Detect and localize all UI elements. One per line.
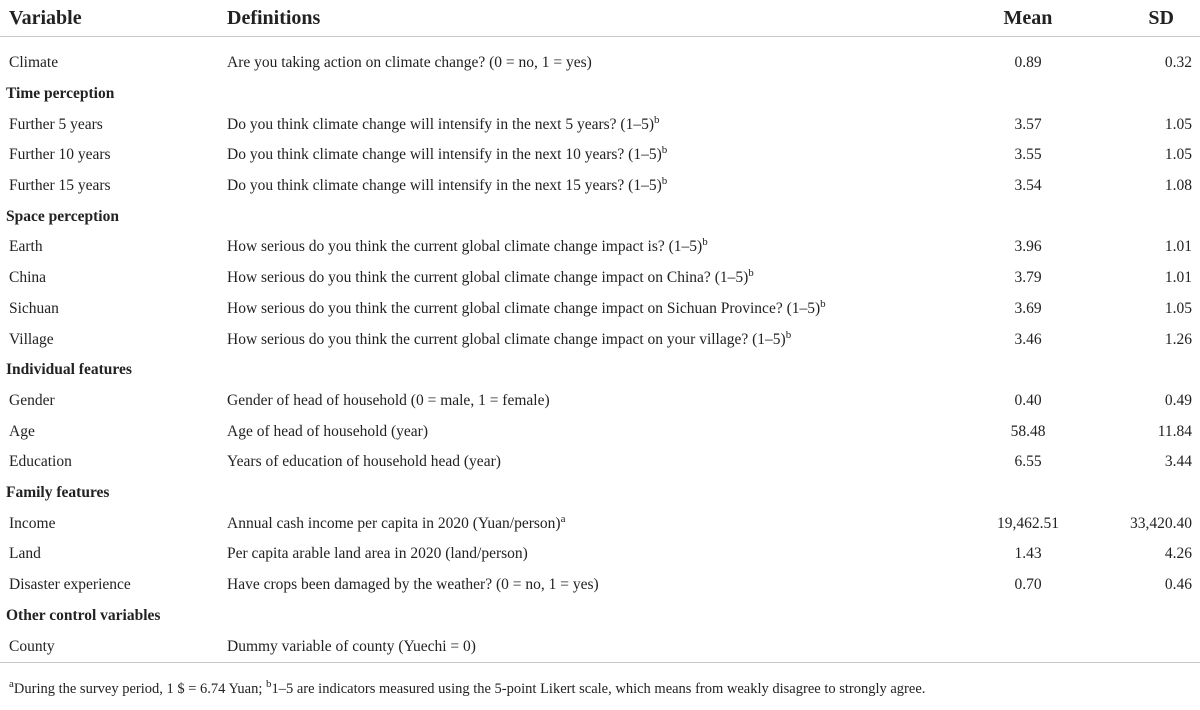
header-variable: Variable [0, 0, 220, 37]
cell-variable: China [9, 269, 47, 287]
definition-text: Do you think climate change will intensify in the next 15 years? (1–5) [227, 177, 662, 195]
definition-text: How serious do you think the current global climate change impact on your village? (1–5) [227, 330, 786, 348]
definition-text: Do you think climate change will intensify in the next 10 years? (1–5) [227, 146, 662, 164]
cell-sd: 1.05 [1164, 146, 1192, 164]
table-row [0, 386, 1200, 417]
footnote-marker: b [661, 175, 668, 188]
definition-text: Annual cash income per capita in 2020 (Yuan/person) [227, 514, 561, 532]
table-row [0, 171, 1200, 202]
definition-text: Age of head of household (year) [227, 422, 428, 440]
cell-definition [220, 109, 956, 140]
footnote-marker: b [820, 297, 826, 310]
table-row [0, 416, 1200, 447]
table-row [0, 294, 1200, 325]
cell-definition [220, 140, 956, 171]
cell-mean: 0.40 [1014, 391, 1042, 409]
footnote-marker: b [654, 113, 660, 126]
table-row [0, 508, 1200, 539]
cell-definition [220, 631, 956, 663]
section-label: Family features [6, 483, 110, 501]
cell-variable: Age [9, 422, 35, 440]
definition-text: Have crops been damaged by the weather? (0 = no, 1 = yes) [227, 576, 599, 594]
cell-sd: 1.08 [1164, 177, 1192, 195]
footnote-marker: a [560, 512, 566, 525]
cell-definition [220, 171, 956, 202]
cell-sd: 1.05 [1164, 299, 1192, 317]
cell-variable: Village [9, 330, 54, 348]
definition-text: Gender of head of household (0 = male, 1 = female) [227, 391, 550, 409]
table-row [0, 48, 1200, 79]
cell-mean: 3.46 [1014, 330, 1042, 348]
footnote-marker-a: a [9, 677, 14, 690]
footnote-marker-b: b [265, 677, 272, 690]
cell-sd: 1.05 [1164, 115, 1192, 133]
section-row [0, 79, 1200, 110]
section-row [0, 478, 1200, 509]
footnote-marker: b [748, 267, 754, 280]
section-label: Other control variables [6, 606, 161, 624]
header-sd: SD [1092, 0, 1200, 37]
definition-text: Dummy variable of county (Yuechi = 0) [227, 637, 476, 655]
definition-text: Are you taking action on climate change? (0 = no, 1 = yes) [227, 54, 592, 72]
cell-mean: 3.55 [1014, 146, 1042, 164]
footnote-text-a: During the survey period, 1 $ = 6.74 Yuan; [13, 681, 266, 697]
cell-definition [220, 508, 956, 539]
cell-variable: Further 5 years [9, 115, 103, 133]
cell-definition [220, 416, 956, 447]
table-row [0, 109, 1200, 140]
cell-definition [220, 386, 956, 417]
table-row [0, 263, 1200, 294]
cell-sd: 3.44 [1164, 453, 1192, 471]
cell-definition [220, 294, 956, 325]
cell-definition [220, 48, 956, 79]
table-row [0, 570, 1200, 601]
cell-definition [220, 232, 956, 263]
cell-sd: 0.46 [1164, 576, 1192, 594]
cell-sd: 33,420.40 [1130, 514, 1192, 532]
section-label: Individual features [6, 361, 132, 379]
definition-text: Per capita arable land area in 2020 (land/person) [227, 545, 528, 563]
cell-definition [220, 570, 956, 601]
cell-sd: 1.01 [1164, 238, 1192, 256]
definition-text: Years of education of household head (year) [227, 453, 501, 471]
cell-variable: County [0, 631, 220, 663]
cell-mean: 0.70 [1014, 576, 1042, 594]
cell-mean: 3.54 [1014, 177, 1042, 195]
table-footnote [9, 677, 1194, 698]
cell-sd: 1.26 [1164, 330, 1192, 348]
cell-variable: Education [9, 453, 72, 471]
cell-variable: Income [9, 514, 56, 532]
cell-mean: 58.48 [1010, 422, 1046, 440]
footnote-text-b: 1–5 are indicators measured using the 5-point Likert scale, which means from weakly disagree to strongly agree. [271, 681, 926, 697]
cell-sd: 11.84 [1157, 422, 1192, 440]
cell-definition [220, 447, 956, 478]
table-header-row [0, 0, 1200, 37]
footnote-marker: b [702, 236, 708, 249]
section-row [0, 600, 1200, 631]
section-label: Time perception [6, 85, 115, 103]
cell-mean: 6.55 [1014, 453, 1042, 471]
definition-text: Do you think climate change will intensify in the next 5 years? (1–5) [227, 115, 654, 133]
table-row [0, 232, 1200, 263]
cell-sd [1092, 631, 1200, 663]
cell-variable: Gender [9, 391, 55, 409]
cell-mean: 3.69 [1014, 299, 1042, 317]
definition-text: How serious do you think the current global climate change impact is? (1–5) [227, 238, 703, 256]
cell-variable: Disaster experience [9, 576, 131, 594]
section-row [0, 201, 1200, 232]
table-row [0, 631, 1200, 663]
cell-variable: Further 15 years [9, 177, 111, 195]
cell-variable: Climate [9, 54, 59, 72]
cell-mean: 19,462.51 [997, 514, 1059, 532]
cell-definition [220, 539, 956, 570]
table-row [0, 539, 1200, 570]
cell-definition [220, 324, 956, 355]
cell-variable: Sichuan [9, 299, 59, 317]
footnote-marker: b [785, 328, 792, 341]
cell-variable: Land [9, 545, 41, 563]
table-row [0, 447, 1200, 478]
header-mean: Mean [956, 0, 1092, 37]
table-body [0, 37, 1200, 663]
section-label: Space perception [6, 207, 119, 225]
cell-variable: Earth [9, 238, 43, 256]
cell-mean: 1.43 [1014, 545, 1042, 563]
cell-mean: 0.89 [1014, 54, 1042, 72]
definition-text: How serious do you think the current global climate change impact on China? (1–5) [227, 269, 749, 287]
table-row [0, 324, 1200, 355]
definition-text: How serious do you think the current global climate change impact on Sichuan Province? (1–5) [227, 299, 821, 317]
footnote-marker: b [661, 144, 668, 157]
cell-definition [220, 263, 956, 294]
cell-mean [956, 631, 1092, 663]
cell-variable: Further 10 years [9, 146, 111, 164]
cell-sd: 0.49 [1164, 391, 1192, 409]
cell-sd: 1.01 [1164, 269, 1192, 287]
cell-mean: 3.57 [1014, 115, 1042, 133]
table-row [0, 140, 1200, 171]
cell-sd: 0.32 [1164, 54, 1192, 72]
cell-sd: 4.26 [1164, 545, 1192, 563]
cell-mean: 3.79 [1014, 269, 1042, 287]
header-definitions: Definitions [220, 0, 956, 37]
section-row [0, 355, 1200, 386]
cell-mean: 3.96 [1014, 238, 1042, 256]
